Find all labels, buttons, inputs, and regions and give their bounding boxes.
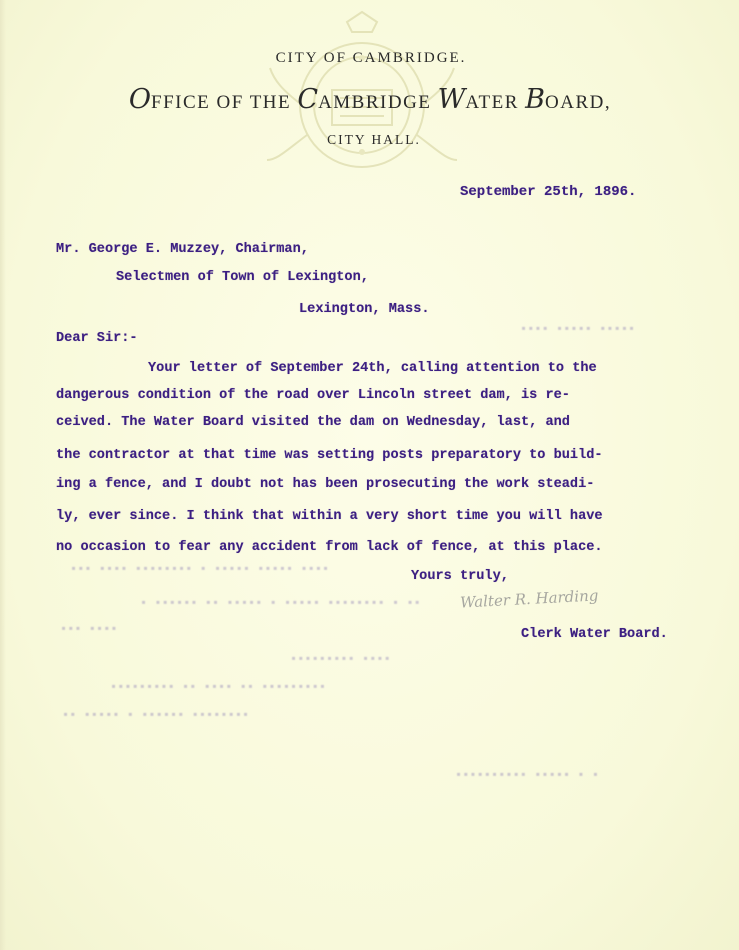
letterhead-office-initial-w: W [437, 84, 466, 115]
bleed-through-mark: ▪▪▪▪ ▪▪▪▪▪ ▪▪▪▪▪ [520, 322, 636, 336]
letterhead-office-initial-c: C [297, 84, 319, 115]
letterhead-office-initial-o: O [128, 84, 152, 115]
body-line: ly, ever since. I think that within a very short time you will have [56, 509, 603, 524]
bleed-through-mark: ▪▪▪▪▪▪▪▪▪▪ ▪▪▪▪▪ ▪ ▪ [455, 768, 600, 782]
letterhead-office [0, 84, 739, 115]
bleed-through-mark: ▪ ▪▪▪▪▪▪ ▪▪ ▪▪▪▪▪ ▪ ▪▪▪▪▪ ▪▪▪▪▪▪▪▪ ▪ ▪▪ [140, 596, 421, 610]
letter-date: September 25th, 1896. [460, 184, 637, 200]
letterhead-city: CITY OF CAMBRIDGE. [275, 50, 467, 66]
handwritten-signature: Walter R. Harding [459, 586, 599, 612]
letterhead-office-text-2: AMBRIDGE [318, 92, 438, 113]
bleed-through-mark: ▪▪▪ ▪▪▪▪ [60, 622, 118, 636]
salutation: Dear Sir:- [56, 331, 138, 346]
body-line: ceived. The Water Board visited the dam on Wednesday, last, and [56, 415, 570, 430]
body-line: the contractor at that time was setting posts preparatory to build- [56, 448, 603, 463]
recipient-line-3: Lexington, Mass. [299, 302, 430, 317]
body-line: dangerous condition of the road over Lincoln street dam, is re- [56, 388, 570, 403]
body-line: Your letter of September 24th, calling attention to the [148, 361, 597, 376]
signer-title: Clerk Water Board. [521, 627, 668, 642]
bleed-through-mark: ▪▪▪▪▪▪▪▪▪ ▪▪▪▪ [290, 652, 391, 666]
letterhead-office-initial-b: B [525, 84, 546, 115]
recipient-line-2: Selectmen of Town of Lexington, [116, 270, 369, 285]
bleed-through-mark: ▪▪▪▪▪▪▪▪▪ ▪▪ ▪▪▪▪ ▪▪ ▪▪▪▪▪▪▪▪▪ [110, 680, 327, 694]
letterhead-office-text-4: OARD, [545, 92, 612, 113]
closing: Yours truly, [411, 569, 509, 584]
letterhead-city-hall: CITY HALL. [327, 132, 421, 147]
recipient-line-1: Mr. George E. Muzzey, Chairman, [56, 242, 309, 257]
bleed-through-mark: ▪▪▪ ▪▪▪▪ ▪▪▪▪▪▪▪▪ ▪ ▪▪▪▪▪ ▪▪▪▪▪ ▪▪▪▪ [70, 562, 330, 576]
bleed-through-mark: ▪▪ ▪▪▪▪▪ ▪ ▪▪▪▪▪▪ ▪▪▪▪▪▪▪▪ [62, 708, 250, 722]
body-line: ing a fence, and I doubt not has been prosecuting the work steadi- [56, 477, 595, 492]
letterhead-office-text-3: ATER [465, 92, 526, 113]
letterhead-office-text-1: FFICE OF THE [151, 92, 298, 113]
body-line: no occasion to fear any accident from lack of fence, at this place. [56, 540, 603, 555]
